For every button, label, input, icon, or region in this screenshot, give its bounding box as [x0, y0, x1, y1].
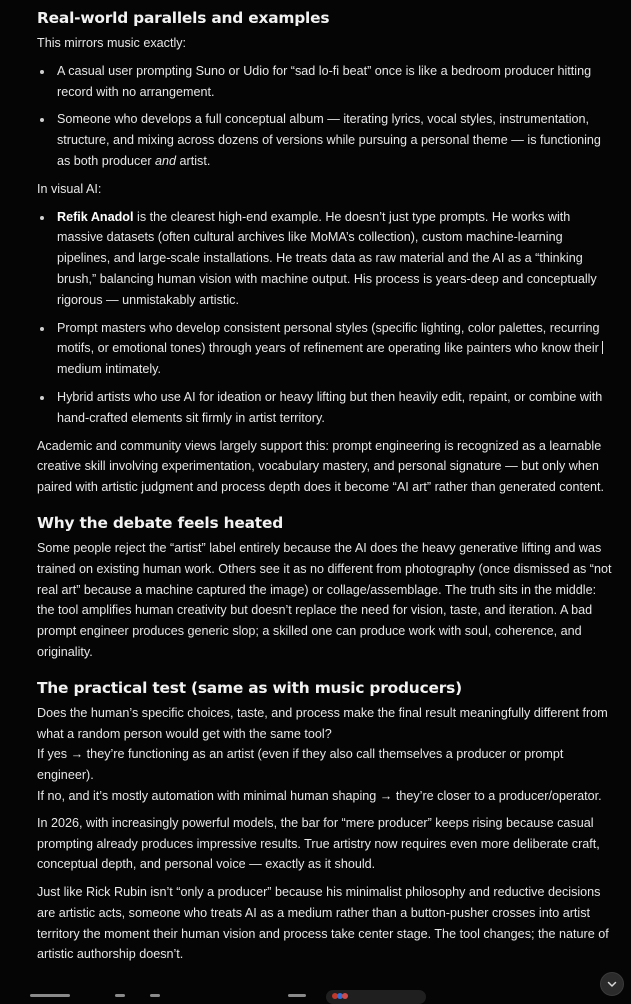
- paragraph-academic: Academic and community views largely support this: prompt engineering is recognized as a learnable creative skill involving experimentation, vocabulary mastery, and personal signature — but only when paired with artistic judgment and process depth does it become “AI art” rather than generated content.: [37, 438, 605, 495]
- test-if-no: If no, and it’s mostly automation with minimal human shaping → they’re closer to a producer/operator.: [37, 788, 602, 803]
- list-item: Someone who develops a full conceptual album — iterating lyrics, vocal styles, instrumentation, structure, and mixing across dozens of versions while pursuing a personal theme — is functioning as both producer and artist.: [37, 109, 613, 171]
- paragraph-2026: In 2026, with increasingly powerful models, the bar for “mere producer” keeps rising because casual prompting already produces impressive results. True artistry now requires even more deliberate craft, conceptual depth, and personal voice — exactly as it should.: [37, 815, 600, 872]
- visual-examples-list: [37, 207, 613, 429]
- test-if-yes: If yes → they’re functioning as an artist (even if they also call themselves a producer or prompt engineer).: [37, 747, 564, 783]
- paragraph-music-intro: This mirrors music exactly:: [37, 36, 187, 50]
- paragraph-test: [37, 703, 613, 807]
- response-content: [37, 7, 613, 972]
- list-item: Refik Anadol is the clearest high-end example. He doesn’t just type prompts. He works with massive datasets (often cultural archives like MoMA’s collection), custom machine-learning pipelines, and large-scale installations. He treats data as raw material and the AI as a “thinking brush,” balancing human vision with machine output. His process is years-deep and conceptually rigorous — unmistakably artistic.: [37, 207, 613, 311]
- section-heading-test: The practical test (same as with music producers): [37, 678, 462, 697]
- action-fragment[interactable]: [288, 994, 306, 997]
- action-fragment[interactable]: [30, 994, 70, 997]
- paragraph-visual-intro: In visual AI:: [37, 181, 102, 196]
- text-cursor: [602, 341, 603, 354]
- section-heading-parallels: Real-world parallels and examples: [37, 9, 330, 27]
- section-heading-debate: Why the debate feels heated: [37, 513, 284, 532]
- source-dot-icon: [342, 993, 348, 999]
- refik-name: Refik Anadol: [57, 209, 134, 224]
- music-examples-list: [37, 61, 613, 172]
- test-question: Does the human’s specific choices, taste, and process make the final result meaningfully different from what a random person would get with the same tool?: [37, 705, 608, 741]
- chevron-down-icon: [606, 978, 618, 990]
- scroll-to-bottom-button[interactable]: [600, 972, 624, 996]
- list-item: Hybrid artists who use AI for ideation or heavy lifting but then heavily edit, repaint, or combine with hand-crafted elements sit firmly in artist territory.: [37, 387, 613, 429]
- list-item: A casual user prompting Suno or Udio for “sad lo-fi beat” once is like a bedroom producer hitting record with no arrangement.: [37, 61, 613, 103]
- paragraph-rubin: Just like Rick Rubin isn’t “only a producer” because his minimalist philosophy and reductive decisions are artistic acts, someone who treats AI as a medium rather than a button-pusher crosses into artist territory the moment their human vision and process take center stage. The tool changes; the nature of artistic authorship doesn’t.: [37, 885, 609, 962]
- message-action-bar: [30, 990, 450, 999]
- action-fragment[interactable]: [115, 994, 125, 997]
- sources-pill[interactable]: [326, 990, 426, 1004]
- paragraph-debate: Some people reject the “artist” label entirely because the AI does the heavy generative lifting and was trained on existing human work. Others see it as no different from photography (once dismissed as “not real art” because a machine captured the image) or collage/assemblage. The truth sits in the middle: the tool amplifies human creativity but doesn’t replace the need for vision, taste, and iteration. A bad prompt engineer produces generic slop; a skilled one can produce work with soul, coherence, and originality.: [37, 540, 612, 659]
- action-fragment[interactable]: [150, 994, 160, 997]
- list-item: Prompt masters who develop consistent personal styles (specific lighting, color palettes, recurring motifs, or emotional tones) through years of refinement are operating like painters who know their medium intimately.: [37, 318, 613, 380]
